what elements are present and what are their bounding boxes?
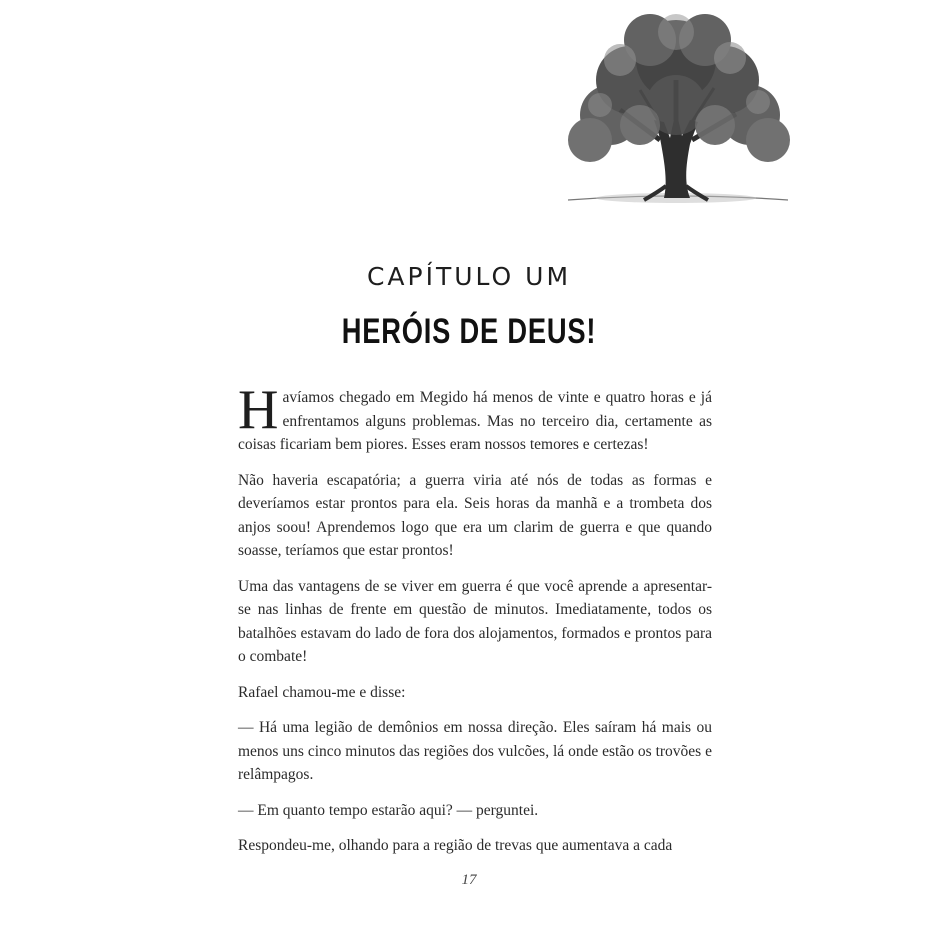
chapter-body	[238, 379, 712, 870]
paragraph: — Há uma legião de demônios em nossa direção. Eles saíram há mais ou menos uns cinco minutos das regiões dos vulcões, lá onde estão os trovões e relâmpagos.	[238, 719, 712, 783]
paragraph: — Em quanto tempo estarão aqui? — perguntei.	[238, 801, 539, 819]
paragraph: Não haveria escapatória; a guerra viria até nós de todas as formas e deveríamos estar prontos para ela. Seis horas da manhã e a trombeta dos anjos soou! Aprendemos logo que era um clarim de guerra e que quando soasse, teríamos que estar prontos!	[238, 471, 712, 559]
page-number: 17	[461, 872, 477, 888]
paragraph	[238, 379, 712, 457]
paragraph-text: avíamos chegado em Megido há menos de vinte e quatro horas e já enfrentamos alguns problemas. Mas no terceiro dia, certamente as coisas ficariam bem piores. Esses eram nossos temores e certezas!	[238, 389, 712, 453]
chapter-label: CAPÍTULO UM	[366, 262, 572, 291]
paragraph: Rafael chamou-me e disse:	[238, 683, 406, 701]
chapter-title: HERÓIS DE DEUS!	[341, 312, 597, 351]
drop-cap: H	[238, 379, 279, 441]
paragraph: Uma das vantagens de se viver em guerra é que você aprende a apresentar-se nas linhas de frente em questão de minutos. Imediatamente, todos os batalhões estavam do lado de fora dos alojamentos, formados e prontos para o combate!	[238, 577, 712, 665]
tree-icon	[560, 10, 792, 208]
paragraph: Respondeu-me, olhando para a região de trevas que aumentava a cada	[238, 837, 673, 854]
